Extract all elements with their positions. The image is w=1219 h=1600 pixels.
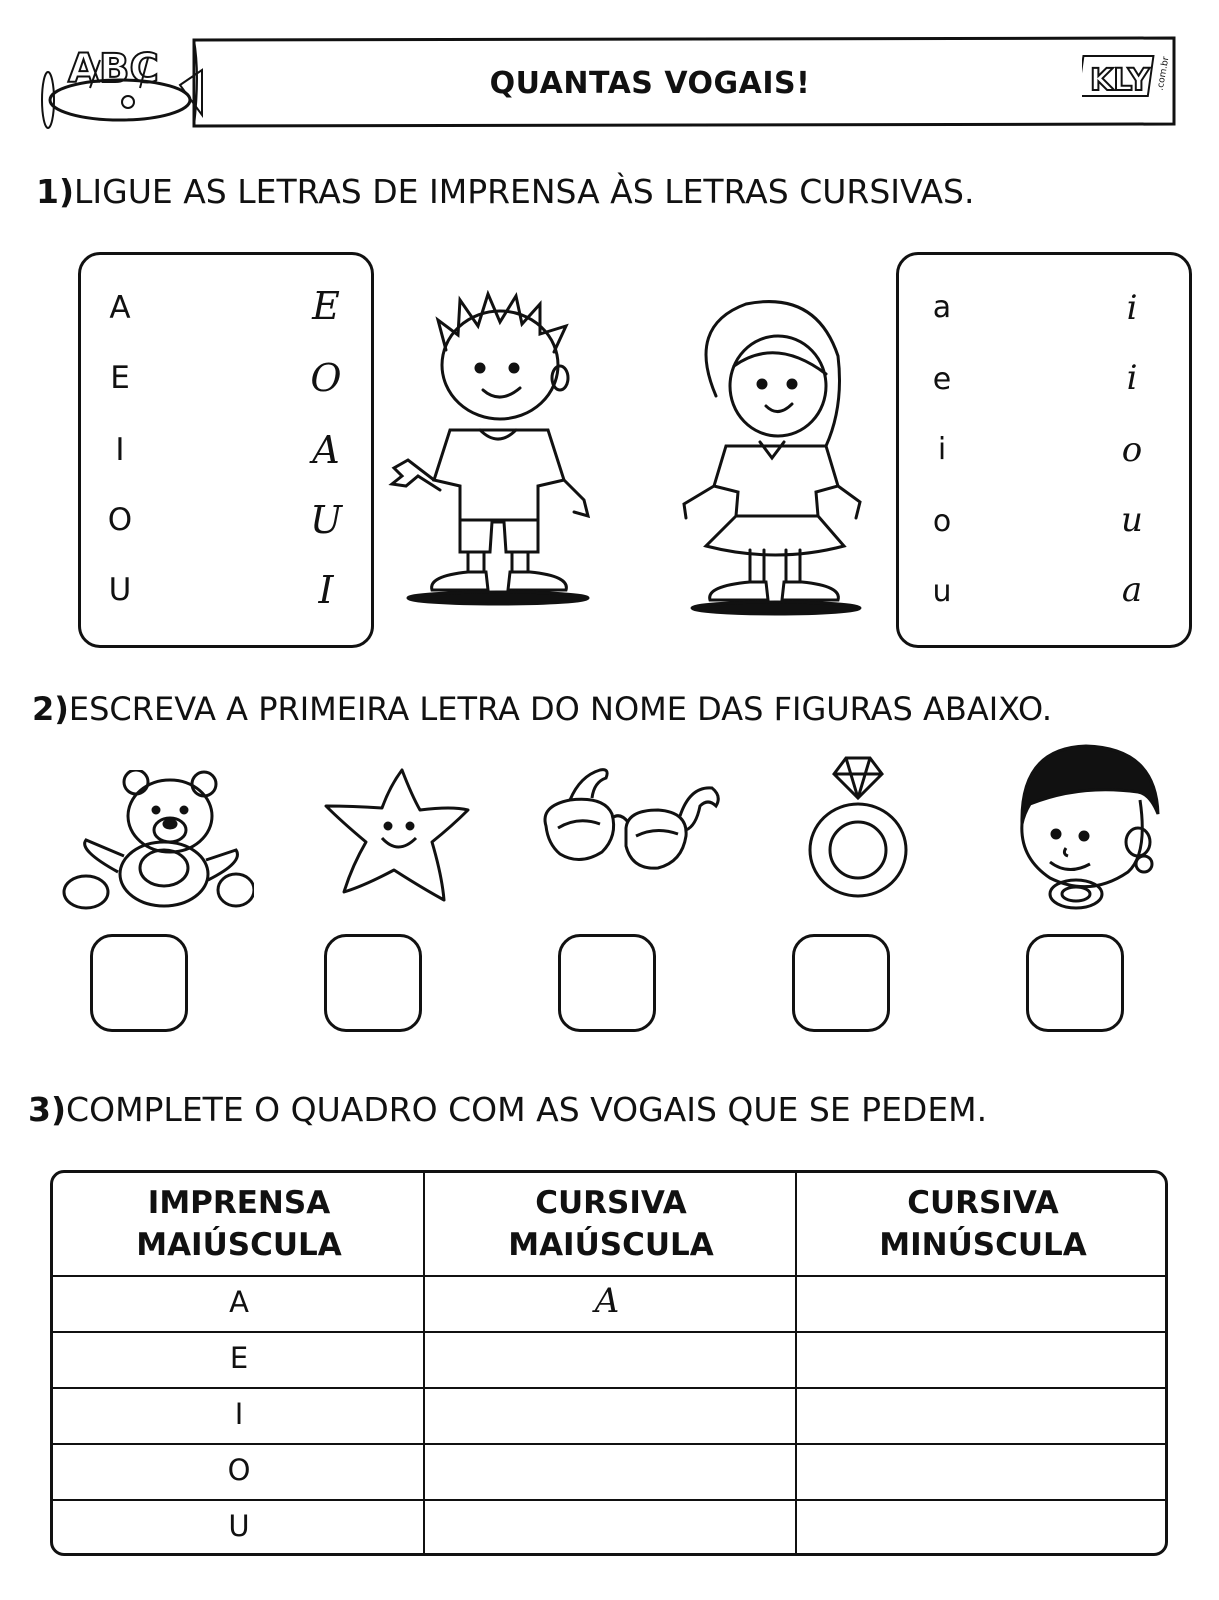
answer-box[interactable] xyxy=(558,934,656,1032)
vowel-table xyxy=(50,1170,1168,1556)
glasses-icon xyxy=(540,766,722,878)
table-divider xyxy=(53,1275,1165,1277)
print-letter: O xyxy=(107,502,133,538)
table-header xyxy=(797,1173,1168,1275)
answer-box[interactable] xyxy=(324,934,422,1032)
table-cell-print: I xyxy=(234,1397,244,1431)
header-line: CURSIVA xyxy=(907,1185,1059,1221)
cursive-letter: a xyxy=(1121,570,1143,610)
svg-text:.com.br: .com.br xyxy=(1155,55,1172,92)
header-line: CURSIVA xyxy=(535,1185,687,1221)
print-letter: a xyxy=(932,290,952,325)
cursive-letter: U xyxy=(309,498,343,542)
cursive-letter: u xyxy=(1121,500,1143,540)
cursive-letter: O xyxy=(310,356,342,400)
teddy-bear-icon xyxy=(58,770,254,918)
question-2 xyxy=(32,690,1052,728)
header-line: IMPRENSA xyxy=(147,1185,331,1221)
svg-text:KLY: KLY xyxy=(1090,63,1150,98)
print-letter: i xyxy=(937,432,947,467)
boy-illustration-icon xyxy=(388,290,604,620)
table-header xyxy=(425,1173,797,1275)
indian-girl-icon xyxy=(1010,744,1166,912)
print-letter: o xyxy=(932,504,952,539)
cursive-letter: i xyxy=(1126,288,1138,328)
cursive-letter: I xyxy=(318,568,334,612)
table-divider xyxy=(423,1173,425,1553)
question-3 xyxy=(28,1090,987,1129)
print-letter: U xyxy=(108,572,132,608)
question-3-number: 3) xyxy=(28,1090,67,1129)
print-letter: E xyxy=(110,360,130,396)
print-letter: A xyxy=(109,290,131,326)
print-letter: u xyxy=(932,574,952,609)
question-1-number: 1) xyxy=(36,172,75,211)
table-header xyxy=(53,1173,425,1275)
kly-logo-icon xyxy=(1082,52,1172,104)
answer-box[interactable] xyxy=(90,934,188,1032)
table-divider xyxy=(53,1443,1165,1445)
table-cell-cursive-example: A xyxy=(594,1281,620,1321)
airplane-abc-icon xyxy=(30,30,205,130)
print-letter: e xyxy=(932,362,952,397)
header-line: MINÚSCULA xyxy=(879,1227,1087,1263)
print-letter: I xyxy=(115,432,125,468)
header-line: MAIÚSCULA xyxy=(136,1227,342,1263)
cursive-letter: i xyxy=(1126,358,1138,398)
table-cell-print: U xyxy=(228,1509,250,1543)
svg-text:ABC: ABC xyxy=(68,46,159,92)
table-cell-print: E xyxy=(229,1341,249,1375)
answer-box[interactable] xyxy=(1026,934,1124,1032)
question-1 xyxy=(36,172,974,211)
ring-icon xyxy=(806,754,910,898)
star-icon xyxy=(322,766,472,906)
table-divider xyxy=(795,1173,797,1553)
question-2-number: 2) xyxy=(32,690,69,728)
cursive-letter: E xyxy=(312,284,340,328)
cursive-letter: o xyxy=(1121,430,1143,470)
question-2-text: ESCREVA A PRIMEIRA LETRA DO NOME DAS FIGURAS ABAIXO. xyxy=(68,690,1053,728)
table-divider xyxy=(53,1499,1165,1501)
table-cell-print: A xyxy=(229,1285,249,1319)
cursive-letter: A xyxy=(312,428,340,472)
girl-illustration-icon xyxy=(676,296,868,624)
table-cell-print: O xyxy=(227,1453,251,1487)
page-title: QUANTAS VOGAIS! xyxy=(489,66,811,101)
table-divider xyxy=(53,1387,1165,1389)
question-1-text: LIGUE AS LETRAS DE IMPRENSA ÀS LETRAS CURSIVAS. xyxy=(74,172,975,211)
table-divider xyxy=(53,1331,1165,1333)
answer-box[interactable] xyxy=(792,934,890,1032)
header-line: MAIÚSCULA xyxy=(508,1227,714,1263)
question-3-text: COMPLETE O QUADRO COM AS VOGAIS QUE SE PEDEM. xyxy=(66,1090,988,1129)
